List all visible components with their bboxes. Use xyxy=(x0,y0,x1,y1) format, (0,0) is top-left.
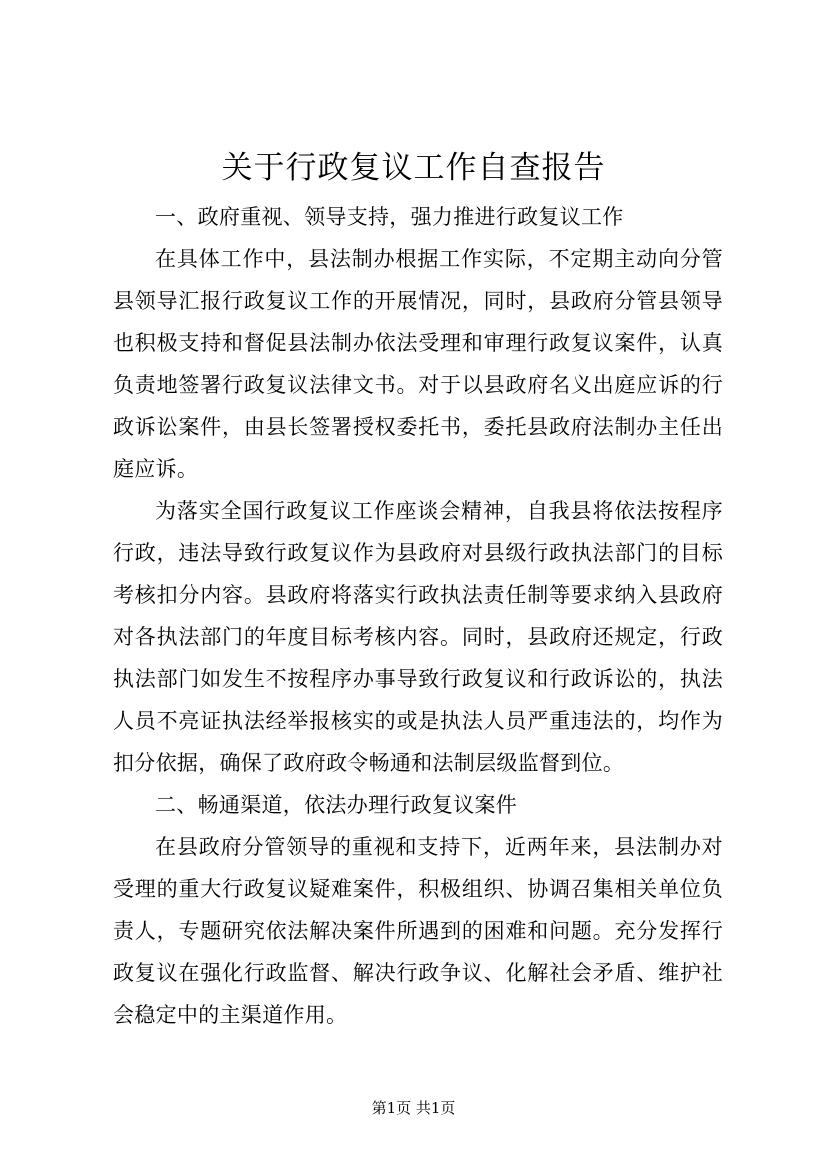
section-1-paragraph-2: 为落实全国行政复议工作座谈会精神，自我县将依法按程序行政，违法导致行政复议作为县政府对县级行政执法部门的目标考核扣分内容。县政府将落实行政执法责任制等要求纳入县政府对各执法部门的年度目标考核内容。同时，县政府还规定，行政执法部门如发生不按程序办事导致行政复议和行政诉讼的，执法人员不亮证执法经举报核实的或是执法人员严重违法的，均作为扣分依据，确保了政府政令畅通和法制层级监督到位。 xyxy=(113,499,723,775)
section-heading-2: 二、畅通渠道，依法办理行政复议案件 xyxy=(155,793,518,817)
section-heading-1: 一、政府重视、领导支持，强力推进行政复议工作 xyxy=(155,205,624,229)
page-footer: 第1页 共1页 xyxy=(371,1099,456,1117)
section-2-paragraph-1: 在县政府分管领导的重视和支持下，近两年来，县法制办对受理的重大行政复议疑难案件，积极组织、协调召集相关单位负责人，专题研究依法解决案件所遇到的困难和问题。充分发挥行政复议在强化行政监督、解决行政争议、化解社会矛盾、维护社会稳定中的主渠道作用。 xyxy=(113,835,723,1027)
document-title: 关于行政复议工作自查报告 xyxy=(221,150,606,186)
section-1-paragraph-1: 在具体工作中，县法制办根据工作实际，不定期主动向分管县领导汇报行政复议工作的开展情况，同时，县政府分管县领导也积极支持和督促县法制办依法受理和审理行政复议案件，认真负责地签署行政复议法律文书。对于以县政府名义出庭应诉的行政诉讼案件，由县长签署授权委托书，委托县政府法制办主任出庭应诉。 xyxy=(113,247,723,481)
document-body xyxy=(113,196,723,1036)
